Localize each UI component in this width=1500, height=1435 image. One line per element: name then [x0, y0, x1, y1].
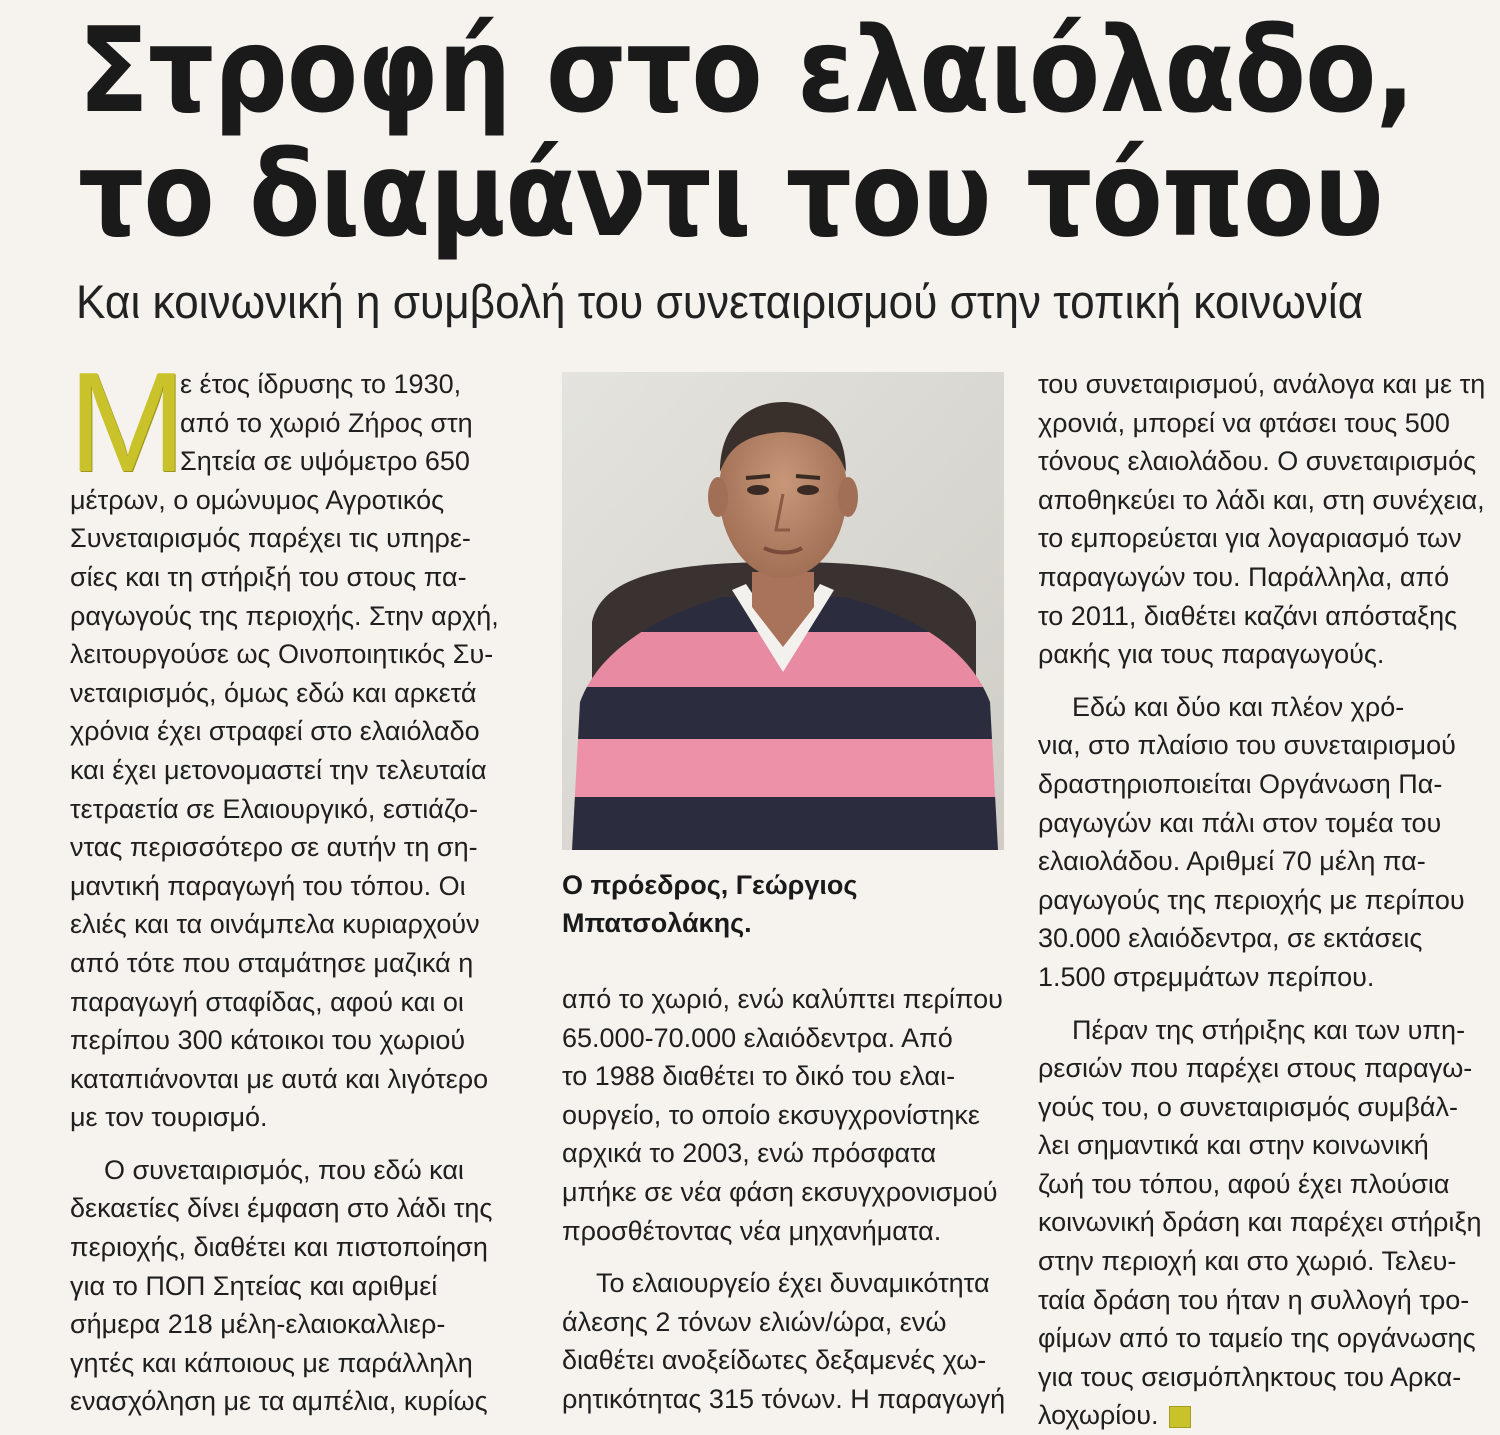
text-line: φίμων από το ταμείο της οργάνωσης	[1038, 1323, 1476, 1354]
text-line: ζωή του τόπου, αφού έχει πλούσια	[1038, 1168, 1450, 1199]
text-line: αποθηκεύει το λάδι και, στη συνέχεια,	[1038, 484, 1485, 515]
text-line: τετραετία σε Ελαιουργικό, εστιάζο-	[70, 793, 478, 824]
text-line: 30.000 ελαιόδεντρα, σε εκτάσεις	[1038, 923, 1423, 954]
text-line: μπήκε σε νέα φάση εκσυγχρονισμού	[562, 1176, 998, 1207]
subheadline: Και κοινωνική η συμβολή του συνεταιρισμού στην τοπική κοινωνία	[76, 275, 1364, 328]
text-line: Εδώ και δύο και πλέον χρό-	[1072, 691, 1405, 722]
text-line: γητές και κάποιους με παράλληλη	[70, 1347, 473, 1378]
text-line: μέτρων, ο ομώνυμος Αγροτικός	[70, 484, 445, 515]
end-of-article-icon	[1169, 1406, 1191, 1428]
text-line: Συνεταιρισμός παρέχει τις υπηρε-	[70, 523, 471, 554]
text-line: χρονιά, μπορεί να φτάσει τους 500	[1038, 407, 1450, 438]
text-line: διαθέτει ανοξείδωτες δεξαμενές χω-	[562, 1345, 987, 1376]
text-line: για τους σεισμόπληκτους του Αρκα-	[1038, 1361, 1462, 1392]
text-line: και έχει μετονομαστεί την τελευταία	[70, 754, 487, 785]
text-line: το 2011, διαθέτει καζάνι απόσταξης	[1038, 600, 1458, 631]
headline-line-1: Στροφή στο ελαιόλαδο,	[78, 1, 1415, 139]
text-line: μαντική παραγωγή του τόπου. Οι	[70, 870, 466, 901]
text-line: του συνεταιρισμού, ανάλογα και με τη	[1038, 369, 1486, 399]
text-line: δραστηριοποιείται Οργάνωση Πα-	[1038, 768, 1443, 799]
text-line: από τότε που σταμάτησε μαζικά η	[70, 947, 474, 978]
text-line: αρχικά το 2003, ενώ πρόσφατα	[562, 1138, 937, 1169]
text-line: κοινωνική δράση και παρέχει στήριξη	[1038, 1207, 1482, 1238]
text-line: δεκαετίες δίνει έμφαση στο λάδι της	[70, 1193, 493, 1224]
text-line: ρητικότητας 315 τόνων. Η παραγωγή	[562, 1383, 1006, 1414]
text-line: Το ελαιουργείο έχει δυναμικότητα	[596, 1268, 990, 1299]
text-line: ραγωγούς της περιοχής. Στην αρχή,	[70, 600, 499, 631]
text-line: Ο συνεταιρισμός, που εδώ και	[104, 1154, 464, 1185]
text-line: ουργείο, το οποίο εκσυγχρονίστηκε	[562, 1099, 980, 1130]
text-line: καταπιάνονται με αυτά και λιγότερο	[70, 1063, 489, 1094]
text-line: ρακής για τους παραγωγούς.	[1038, 639, 1385, 670]
paragraph-gap	[1038, 997, 1470, 1011]
text-line: ραγωγών και πάλι στον τομέα του	[1038, 807, 1442, 838]
text-line: στην περιοχή και στο χωριό. Τελευ-	[1038, 1246, 1457, 1277]
text-line: λειτουργούσε ως Οινοποιητικός Συ-	[70, 639, 494, 670]
text-line: σίες και τη στήριξή του στους πα-	[70, 561, 467, 592]
text-line: για το ΠΟΠ Σητείας και αριθμεί	[70, 1270, 438, 1301]
text-line: ελαιολάδου. Αριθμεί 70 μέλη πα-	[1038, 846, 1426, 877]
text-line: λοχωρίου.	[1038, 1396, 1470, 1435]
text-line: Πέραν της στήριξης και των υπη-	[1072, 1014, 1466, 1045]
paragraph-gap	[1038, 674, 1470, 688]
text-line: ε έτος ίδρυσης το 1930,	[180, 369, 462, 399]
text-line: περίπου 300 κάτοικοι του χωριού	[70, 1025, 466, 1056]
portrait-illustration	[562, 372, 1004, 850]
text-line: ραγωγούς της περιοχής με περίπου	[1038, 884, 1465, 915]
photo-caption	[562, 866, 1002, 942]
paragraph-gap	[562, 1250, 1002, 1264]
text-line: από το χωριό, ενώ καλύπτει περίπου	[562, 984, 1003, 1014]
column-2	[562, 980, 1006, 1419]
column-3	[1038, 365, 1486, 1435]
text-line: ταία δράση του ήταν η συλλογή τρο-	[1038, 1284, 1470, 1315]
text-line: τόνους ελαιολάδου. Ο συνεταιρισμός	[1038, 446, 1477, 477]
column-1	[68, 343, 515, 1421]
text-line: ρεσιών που παρέχει στους παραγω-	[1038, 1053, 1473, 1084]
text-line: ελιές και τα οινάμπελα κυριαρχούν	[70, 909, 480, 940]
paragraph-gap	[70, 1137, 515, 1151]
text-line: ντας περισσότερο σε αυτήν τη ση-	[70, 832, 478, 863]
text-line: Σητεία σε υψόμετρο 650	[180, 446, 470, 477]
text-line: νεταιρισμός, όμως εδώ και αρκετά	[70, 677, 477, 708]
text-line: από το χωριό Ζήρος στη	[180, 407, 473, 438]
text-line: με τον τουρισμό.	[70, 1102, 268, 1133]
headline-line-2: το διαμάντι του τόπου	[78, 125, 1383, 263]
text-line: προσθέτοντας νέα μηχανήματα.	[562, 1215, 942, 1246]
president-photo	[562, 372, 1004, 850]
text-line: χρόνια έχει στραφεί στο ελαιόλαδο	[70, 716, 480, 747]
text-line: ενασχόληση με τα αμπέλια, κυρίως	[70, 1386, 488, 1417]
text-line: παραγωγών του. Παράλληλα, από	[1038, 561, 1450, 592]
dropcap: Μ	[68, 343, 187, 502]
text-line: νια, στο πλαίσιο του συνεταιρισμού	[1038, 730, 1456, 761]
text-line: το εμπορεύεται για λογαριασμό των	[1038, 523, 1462, 554]
headline	[78, 1, 1415, 263]
text-line: 1.500 στρεμμάτων περίπου.	[1038, 961, 1375, 992]
caption-line-1: Ο πρόεδρος, Γεώργιος	[562, 870, 858, 900]
text-line: λει σημαντικά και στην κοινωνική	[1038, 1130, 1429, 1161]
text-line: περιοχής, διαθέτει και πιστοποίηση	[70, 1232, 488, 1263]
text-line: σήμερα 218 μέλη-ελαιοκαλλιερ-	[70, 1309, 446, 1340]
text-line: το 1988 διαθέτει το δικό του ελαι-	[562, 1061, 956, 1092]
text-line: γούς του, ο συνεταιρισμός συμβάλ-	[1038, 1091, 1458, 1122]
text-line: παραγωγή σταφίδας, αφού και οι	[70, 986, 464, 1017]
text-line: 65.000-70.000 ελαιόδεντρα. Από	[562, 1022, 953, 1053]
caption-line-2: Μπατσολάκης.	[562, 908, 752, 938]
text-line: άλεσης 2 τόνων ελιών/ώρα, ενώ	[562, 1306, 947, 1337]
